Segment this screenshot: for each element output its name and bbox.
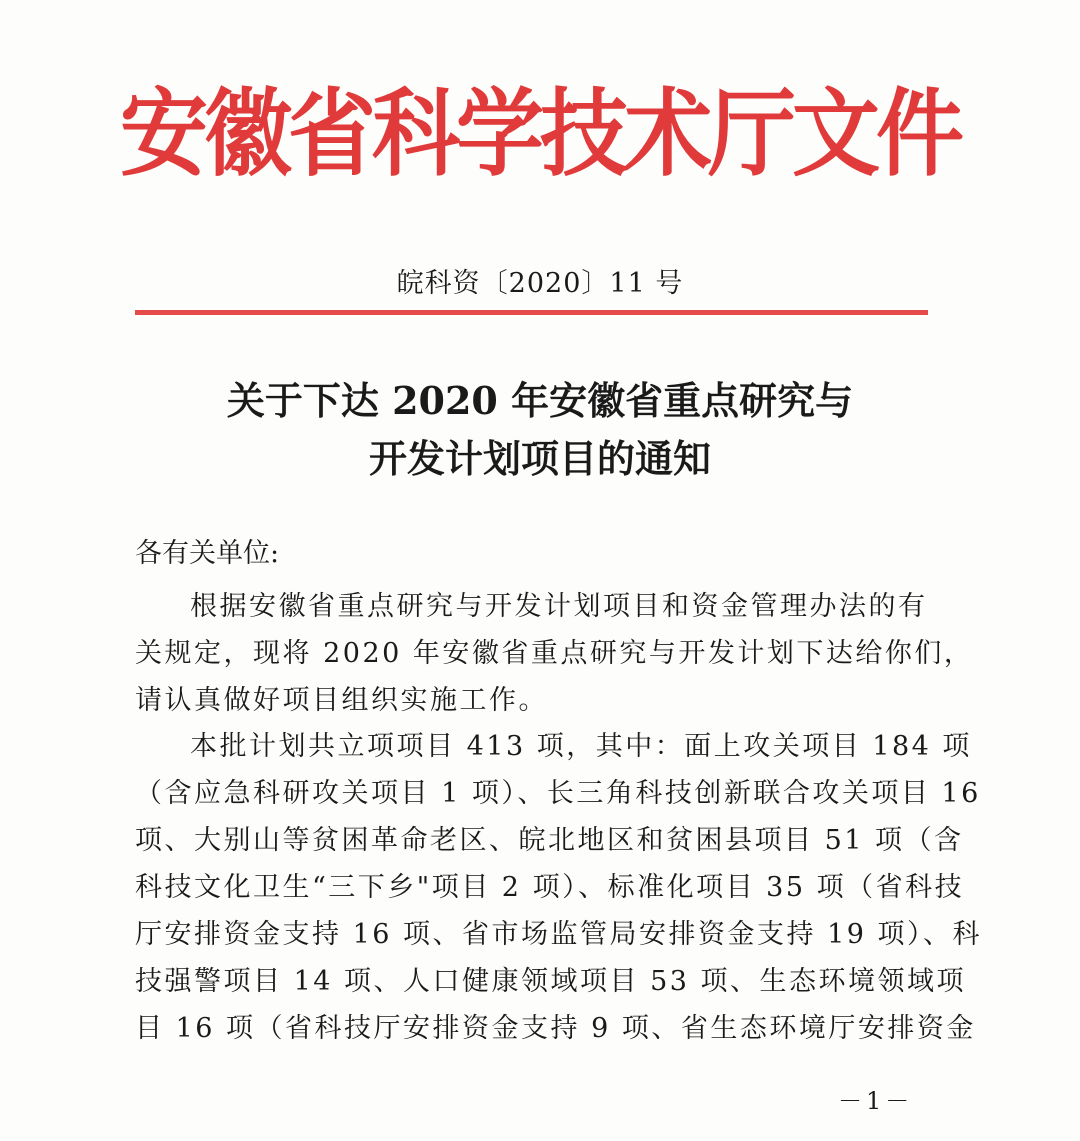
notice-title-line-1: 关于下达 2020 年安徽省重点研究与 [226,378,854,423]
paragraph-line: （含应急科研攻关项目 1 项）、长三角科技创新联合攻关项目 16 [135,778,981,809]
paragraph-line: 目 16 项（省科技厅安排资金支持 9 项、省生态环境厅安排资金 [135,1013,976,1044]
paragraph-2 [135,723,983,1052]
page-number: －1－ [838,1087,914,1115]
paragraph-line: 技强警项目 14 项、人口健康领域项目 53 项、生态环境领域项 [135,966,967,997]
paragraph-line: 科技文化卫生“三下乡"项目 2 项）、标准化项目 35 项（省科技 [135,872,965,903]
salutation: 各有关单位: [135,538,280,569]
paragraph-1 [135,583,974,724]
paragraph-line: 项、大别山等贫困革命老区、皖北地区和贫困县项目 51 项（含 [135,825,964,856]
paragraph-line: 根据安徽省重点研究与开发计划项目和资金管理办法的有 [190,591,928,622]
notice-title [0,372,1080,488]
paragraph-line: 本批计划共立项项目 413 项，其中：面上攻关项目 184 项 [190,731,972,762]
paragraph-line: 关规定，现将 2020 年安徽省重点研究与开发计划下达给你们， [135,638,974,669]
red-divider-line [135,310,928,315]
document-number: 皖科资〔2020〕11 号 [396,268,684,299]
paragraph-line: 厅安排资金支持 16 项、省市场监管局安排资金支持 19 项）、科 [135,919,983,950]
masthead-title: 安徽省科学技术厅文件 [119,76,960,190]
paragraph-line: 请认真做好项目组织实施工作。 [135,685,548,716]
notice-title-line-2: 开发计划项目的通知 [368,436,711,481]
